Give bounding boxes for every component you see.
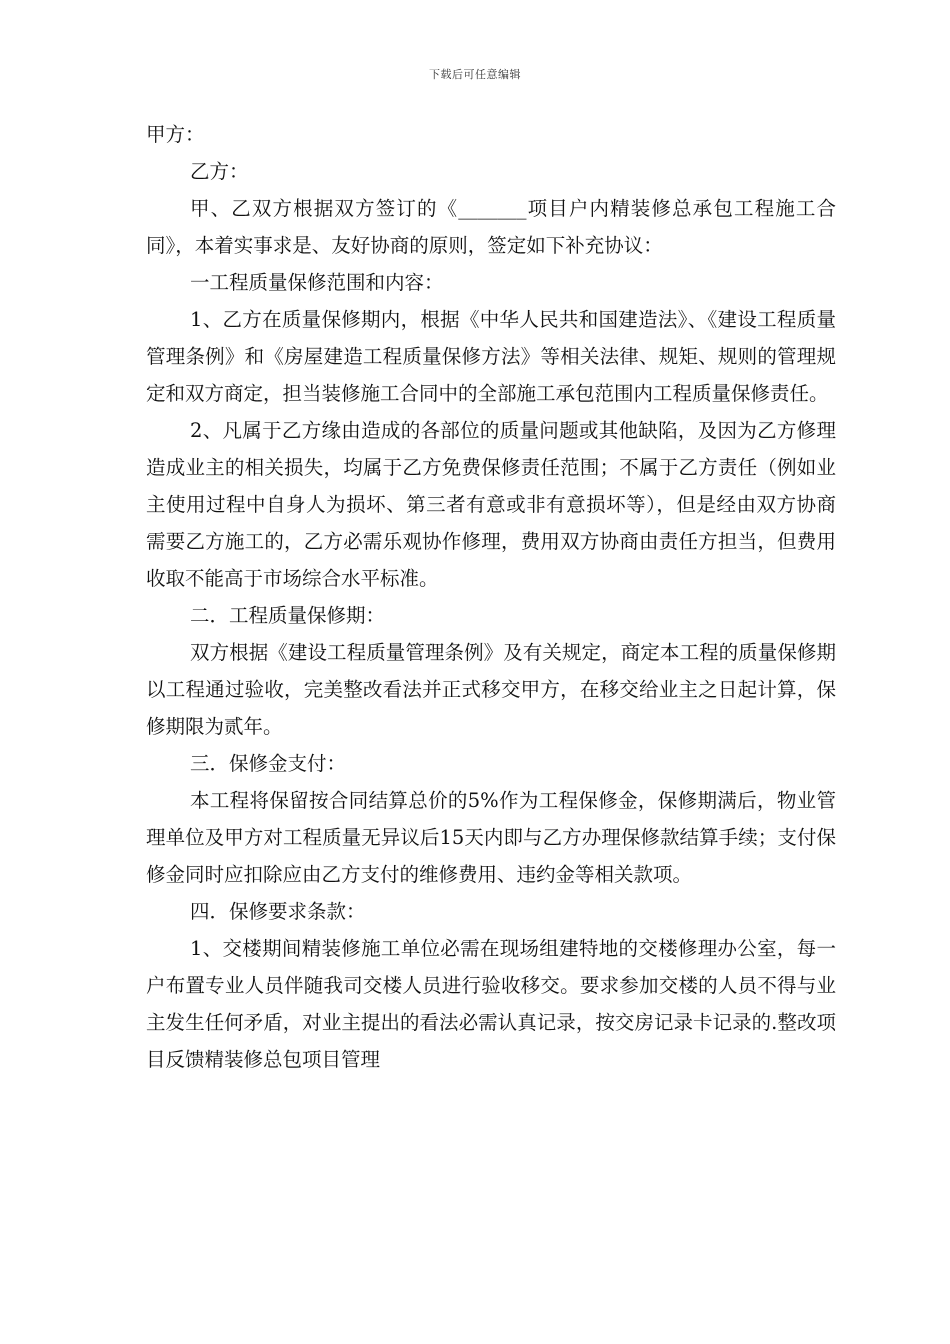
party-a-line: 甲方： — [146, 123, 205, 146]
document-body — [146, 116, 836, 1078]
page-header-note: 下载后可任意编辑 — [429, 68, 521, 81]
clause-3: 本工程将保留按合同结算总价的5%作为工程保修金，保修期满后，物业管理单位及甲方对工程质量无异议后15天内即与乙方办理保修款结算手续；支付保修金同时应扣除应由乙方支付的维修费用、违约金等相关款项。 — [146, 789, 836, 886]
clause-4-1: 1、交楼期间精装修施工单位必需在现场组建特地的交楼修理办公室，每一户布置专业人员伴随我司交楼人员进行验收移交。要求参加交楼的人员不得与业主发生任何矛盾，对业主提出的看法必需认真记录，按交房记录卡记录的.整改项目反馈精装修总包项目管理 — [146, 937, 836, 1071]
section-heading-1: 一工程质量保修范围和内容： — [190, 271, 444, 294]
party-b-line: 乙方： — [190, 160, 249, 183]
clause-1-2: 2、凡属于乙方缘由造成的各部位的质量问题或其他缺陷，及因为乙方修理造成业主的相关损失，均属于乙方免费保修责任范围；不属于乙方责任（例如业主使用过程中自身人为损坏、第三者有意或非有意损坏等），但是经由双方协商需要乙方施工的，乙方必需乐观协作修理，费用双方协商由责任方担当，但费用收取不能高于市场综合水平标准。 — [146, 419, 836, 590]
section-heading-4: 四．保修要求条款： — [190, 900, 366, 923]
clause-2: 双方根据《建设工程质量管理条例》及有关规定，商定本工程的质量保修期以工程通过验收，完美整改看法并正式移交甲方，在移交给业主之日起计算，保修期限为贰年。 — [146, 641, 836, 738]
clause-1-1: 1、乙方在质量保修期内，根据《中华人民共和国建造法》、《建设工程质量管理条例》和《房屋建造工程质量保修方法》等相关法律、规矩、规则的管理规定和双方商定，担当装修施工合同中的全部施工承包范围内工程质量保修责任。 — [146, 308, 836, 405]
section-heading-2: 二．工程质量保修期： — [190, 604, 386, 627]
intro-paragraph: 甲、乙双方根据双方签订的《_______项目户内精装修总承包工程施工合同》，本着实事求是、友好协商的原则，签定如下补充协议： — [146, 197, 836, 257]
section-heading-3: 三．保修金支付： — [190, 752, 347, 775]
